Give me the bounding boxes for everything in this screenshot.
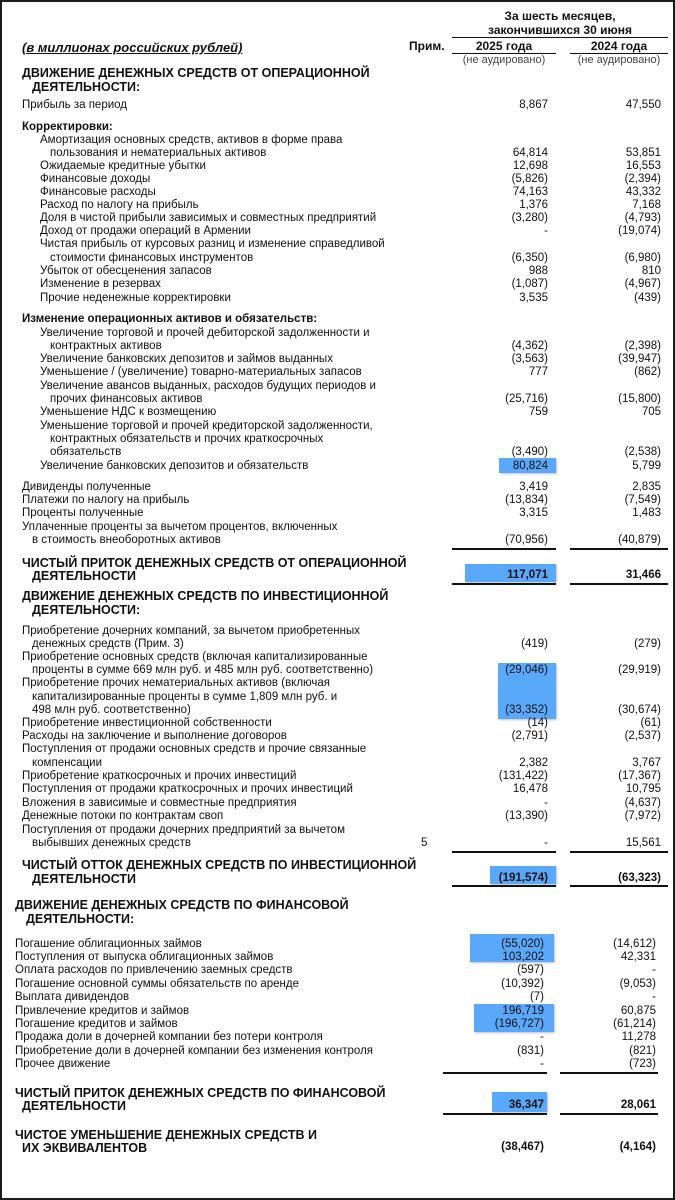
- row-label-cont: контрактных обязательств и прочих краткосрочных: [50, 433, 324, 445]
- subsection-title-adjustments: Корректировки:: [22, 121, 113, 133]
- row-label: Убыток от обесценения запасов: [40, 265, 212, 277]
- row-label-cont: прочих финансовых активов: [50, 393, 203, 405]
- value-2024: 10,795: [625, 783, 661, 795]
- value-2024: 1,483: [632, 507, 661, 519]
- value-2025: -: [544, 797, 548, 809]
- total-label-cont: ДЕЯТЕЛЬНОСТИ: [22, 1099, 127, 1113]
- total-rule: [452, 583, 556, 585]
- value-2025: (3,280): [511, 212, 548, 224]
- value-2025: (70,956): [505, 534, 548, 546]
- row-label: Приобретение доли в дочерней компании без изменения контроля: [15, 1045, 374, 1057]
- value-2025: (831): [517, 1045, 544, 1057]
- total-label-cont: ДЕЯТЕЛЬНОСТИ: [32, 872, 137, 886]
- value-2024: -: [652, 964, 656, 976]
- value-2025: 64,814: [512, 147, 548, 159]
- value-2024: (2,394): [624, 173, 661, 185]
- value-2025: 2,382: [519, 757, 548, 769]
- row-label: Чистая прибыль от курсовых разниц и изменение справедливой: [40, 238, 385, 250]
- row-label: Финансовые доходы: [40, 173, 151, 185]
- value-2024: (14,612): [613, 938, 656, 950]
- row-label: Приобретение основных средств (включая капитализированные: [22, 651, 368, 663]
- value-2024: (4,793): [624, 212, 661, 224]
- value-2024: 16,553: [625, 160, 661, 172]
- value-2024: (6,980): [624, 252, 661, 264]
- row-label: Поступления от продажи дочерних предприятий за вычетом: [22, 824, 345, 836]
- value-2024: 47,550: [625, 99, 661, 111]
- value-2025: (597): [517, 964, 544, 976]
- value-2024: (7,972): [624, 810, 661, 822]
- value-2025: 759: [528, 406, 548, 418]
- subtotal-rule: [452, 851, 556, 853]
- row-label: Уменьшение НДС к возмещению: [40, 406, 217, 418]
- value-2025: (13,834): [505, 494, 548, 506]
- total-rule: [443, 1113, 547, 1115]
- section-title-financing: ДВИЖЕНИЕ ДЕНЕЖНЫХ СРЕДСТВ ПО ФИНАНСОВОЙ: [15, 898, 349, 912]
- value-2024: (2,538): [624, 446, 661, 458]
- row-label-cont: капитализированные проценты в сумме 1,809 млн руб. и: [32, 691, 338, 703]
- total-2024: 31,466: [625, 569, 661, 581]
- value-2024: (723): [629, 1058, 656, 1070]
- row-label: Финансовые расходы: [40, 186, 156, 198]
- value-2024: (9,053): [619, 978, 656, 990]
- total-label: ЧИСТЫЙ ПРИТОК ДЕНЕЖНЫХ СРЕДСТВ ОТ ОПЕРАЦИОННОЙ: [22, 556, 407, 570]
- total-label: ЧИСТЫЙ ПРИТОК ДЕНЕЖНЫХ СРЕДСТВ ПО ФИНАНСОВОЙ: [15, 1086, 386, 1100]
- value-2024: (2,398): [624, 340, 661, 352]
- value-2024: (4,967): [624, 278, 661, 290]
- value-2025: (5,826): [511, 173, 548, 185]
- value-2024: (61,214): [613, 1018, 656, 1030]
- value-2024: (39,947): [618, 353, 661, 365]
- value-2025: (3,563): [511, 353, 548, 365]
- value-2025: 988: [528, 265, 548, 277]
- value-2025: -: [540, 1031, 544, 1043]
- col-header-2024: 2024 года: [590, 39, 648, 53]
- value-2025: (14): [527, 717, 548, 729]
- row-label: Оплата расходов по привлечению заемных средств: [15, 964, 293, 976]
- subtotal-rule: [570, 851, 668, 853]
- value-2025: (131,422): [498, 770, 548, 782]
- value-2024: 2,835: [632, 481, 661, 493]
- value-2025-highlighted: (55,020): [501, 938, 544, 950]
- value-2025: -: [540, 1058, 544, 1070]
- value-2024: 43,332: [625, 186, 661, 198]
- header-rule: [452, 37, 668, 38]
- audit-note-2025: (не аудировано): [462, 54, 546, 66]
- row-label: Приобретение краткосрочных и прочих инвестиций: [22, 770, 297, 782]
- total-rule: [570, 583, 668, 585]
- value-2024: (15,800): [618, 393, 661, 405]
- audit-note-2024: (не аудировано): [577, 54, 661, 66]
- section-title-financing-cont: ДЕЯТЕЛЬНОСТИ:: [26, 912, 135, 926]
- value-2024: (40,879): [618, 534, 661, 546]
- row-label: Уменьшение / (увеличение) товарно-материальных запасов: [40, 366, 362, 378]
- value-2024: 11,278: [621, 1031, 656, 1043]
- value-2025: (4,362): [511, 340, 548, 352]
- value-2024: 60,875: [620, 1005, 656, 1017]
- net-change-2024: (4,164): [619, 1141, 656, 1153]
- row-label: Приобретение инвестиционной собственности: [22, 717, 272, 729]
- value-2024: 7,168: [632, 199, 661, 211]
- row-label-cont: в стоимость внеоборотных активов: [32, 534, 221, 546]
- row-label: Погашение основной суммы обязательств по аренде: [15, 978, 300, 990]
- row-label: Погашение кредитов и займов: [15, 1018, 178, 1030]
- row-label-cont: пользования и нематериальных активов: [50, 147, 267, 159]
- col-header-2025: 2025 года: [475, 39, 533, 53]
- row-label: Доля в чистой прибыли зависимых и совместных предприятий: [40, 212, 377, 224]
- value-2025: (1,087): [511, 278, 548, 290]
- value-2024: (7,549): [624, 494, 661, 506]
- value-2025: (10,392): [501, 978, 544, 990]
- row-label-cont: 498 млн руб. соответственно): [32, 704, 191, 716]
- row-label-cont: контрактных активов: [50, 340, 162, 352]
- value-2025-highlighted: 80,824: [512, 460, 548, 472]
- value-2025: 3,419: [519, 481, 548, 493]
- subtotal-rule: [570, 548, 668, 550]
- row-label: Прочие неденежные корректировки: [40, 292, 231, 304]
- subtotal-rule: [443, 1072, 547, 1074]
- value-2024: (821): [629, 1045, 656, 1057]
- value-2025: 3,535: [519, 292, 548, 304]
- row-label: Поступления от продажи краткосрочных и прочих инвестиций: [22, 783, 353, 795]
- row-label: Погашение облигационных займов: [15, 938, 202, 950]
- net-change-2025: (38,467): [501, 1141, 544, 1153]
- row-label-cont: выбывших денежных средств: [32, 837, 192, 849]
- row-label: Проценты полученные: [22, 507, 144, 519]
- value-2024: 5,799: [632, 460, 661, 472]
- value-2024: (4,637): [624, 797, 661, 809]
- value-2025: (419): [521, 638, 548, 650]
- row-label: Приобретение прочих нематериальных активов (включая: [22, 677, 331, 689]
- row-label: Прибыль за период: [22, 99, 127, 111]
- row-label: Амортизация основных средств, активов в форме права: [40, 134, 343, 146]
- section-title-operating-cont: ДЕЯТЕЛЬНОСТИ:: [32, 80, 141, 94]
- row-label: Увеличение торговой и прочей дебиторской задолженности и: [40, 327, 370, 339]
- value-2024: (19,074): [618, 225, 661, 237]
- value-2024: (61): [640, 717, 661, 729]
- subtotal-rule: [452, 548, 556, 550]
- value-2025: (6,350): [511, 252, 548, 264]
- row-label: Доход от продажи операций в Армении: [40, 225, 251, 237]
- total-rule: [570, 885, 668, 887]
- value-2024: 3,767: [632, 757, 661, 769]
- subtotal-rule: [560, 1072, 658, 1074]
- value-2024: (439): [634, 292, 661, 304]
- value-2025: (3,490): [511, 446, 548, 458]
- row-label: Увеличение банковских депозитов и займов выданных: [40, 353, 333, 365]
- value-2024: 42,331: [620, 951, 656, 963]
- value-2025: (7): [529, 991, 544, 1003]
- subsection-title-changes: Изменение операционных активов и обязательств:: [22, 313, 318, 325]
- row-label: Расход по налогу на прибыль: [40, 199, 199, 211]
- section-title-investing-cont: ДЕЯТЕЛЬНОСТИ:: [32, 603, 141, 617]
- value-2024: 53,851: [625, 147, 661, 159]
- row-label: Увеличение банковских депозитов и обязательств: [40, 460, 309, 472]
- value-2025: 74,163: [512, 186, 548, 198]
- value-2025-highlighted: 103,202: [502, 951, 544, 963]
- row-label: Увеличение авансов выданных, расходов будущих периодов и: [40, 380, 376, 392]
- total-label-cont: ДЕЯТЕЛЬНОСТИ: [32, 569, 137, 583]
- row-label-cont: обязательств: [50, 446, 122, 458]
- value-2024: (279): [634, 638, 661, 650]
- row-label: Прочее движение: [15, 1058, 111, 1070]
- value-2024: (17,367): [618, 770, 661, 782]
- value-2024: -: [652, 991, 656, 1003]
- value-2025: -: [544, 225, 548, 237]
- row-label-cont: компенсации: [32, 757, 103, 769]
- period-line-2: закончившихся 30 июня: [488, 23, 632, 37]
- row-label: Поступления от выпуска облигационных займов: [15, 951, 274, 963]
- row-label: Поступления от продажи основных средств и прочие связанные: [22, 743, 367, 755]
- row-label: Приобретение дочерних компаний, за вычетом приобретенных: [22, 625, 360, 637]
- total-2025-highlighted: (191,574): [498, 872, 548, 884]
- row-label: Расходы на заключение и выполнение договоров: [22, 730, 287, 742]
- value-2024: (29,919): [618, 664, 661, 676]
- value-2024: (2,537): [624, 730, 661, 742]
- total-2025-highlighted: 36,347: [508, 1099, 544, 1111]
- value-2024: 810: [641, 265, 661, 277]
- row-label: Денежные потоки по контрактам своп: [22, 810, 224, 822]
- net-change-label-cont: ИХ ЭКВИВАЛЕНТОВ: [22, 1141, 148, 1155]
- total-2024: (63,323): [618, 872, 661, 884]
- value-2024: (30,674): [618, 704, 661, 716]
- value-2025: -: [544, 837, 548, 849]
- row-label: Ожидаемые кредитные убытки: [40, 160, 206, 172]
- value-2025: (13,390): [505, 810, 548, 822]
- value-2025: 3,315: [519, 507, 548, 519]
- value-2025: 16,478: [512, 783, 548, 795]
- total-label: ЧИСТЫЙ ОТТОК ДЕНЕЖНЫХ СРЕДСТВ ПО ИНВЕСТИЦИОННОЙ: [22, 858, 417, 872]
- value-2025: (2,791): [511, 730, 548, 742]
- period-header: [452, 9, 668, 37]
- row-label: Привлечение кредитов и займов: [15, 1005, 190, 1017]
- note-column-header: Прим.: [409, 39, 445, 53]
- value-2025: 1,376: [519, 199, 548, 211]
- row-label-cont: проценты в сумме 669 млн руб. и 485 млн руб. соответственно): [32, 664, 374, 676]
- net-change-label: ЧИСТОЕ УМЕНЬШЕНИЕ ДЕНЕЖНЫХ СРЕДСТВ И: [15, 1128, 318, 1142]
- value-2025: 8,867: [519, 99, 548, 111]
- total-2024: 28,061: [620, 1099, 656, 1111]
- row-label: Изменение в резервах: [40, 278, 161, 290]
- row-label: Дивиденды полученные: [22, 481, 151, 493]
- value-2025: 777: [528, 366, 548, 378]
- total-rule: [560, 1113, 658, 1115]
- total-rule: [452, 885, 556, 887]
- value-2025: 12,698: [512, 160, 548, 172]
- row-label-cont: денежных средств (Прим. 3): [32, 638, 184, 650]
- row-label: Вложения в зависимые и совместные предприятия: [22, 797, 297, 809]
- value-2024: 705: [641, 406, 661, 418]
- row-label: Платежи по налогу на прибыль: [22, 494, 190, 506]
- section-title-investing: ДВИЖЕНИЕ ДЕНЕЖНЫХ СРЕДСТВ ПО ИНВЕСТИЦИОННОЙ: [22, 589, 389, 603]
- value-2025-highlighted: 196,719: [502, 1005, 544, 1017]
- value-2025-highlighted: (29,046): [505, 664, 548, 676]
- period-line-1: За шесть месяцев,: [504, 9, 616, 23]
- row-label: Уплаченные проценты за вычетом процентов, включенных: [22, 521, 338, 533]
- section-title-operating: ДВИЖЕНИЕ ДЕНЕЖНЫХ СРЕДСТВ ОТ ОПЕРАЦИОННОЙ: [22, 66, 370, 80]
- row-label: Выплата дивидендов: [15, 991, 130, 1003]
- units-label: (в миллионах российских рублей): [22, 40, 243, 55]
- row-label: Продажа доли в дочерней компании без потери контроля: [15, 1031, 323, 1043]
- value-2025: (25,716): [505, 393, 548, 405]
- value-2024: (862): [634, 366, 661, 378]
- note-reference: 5: [421, 837, 428, 849]
- value-2025-highlighted: (196,727): [494, 1018, 544, 1030]
- total-2025-highlighted: 117,071: [507, 569, 548, 581]
- value-2025-highlighted: (33,352): [505, 704, 548, 716]
- row-label-cont: стоимости финансовых инструментов: [50, 252, 254, 264]
- value-2024: 15,561: [625, 837, 661, 849]
- row-label: Уменьшение торговой и прочей кредиторской задолженности,: [40, 420, 373, 432]
